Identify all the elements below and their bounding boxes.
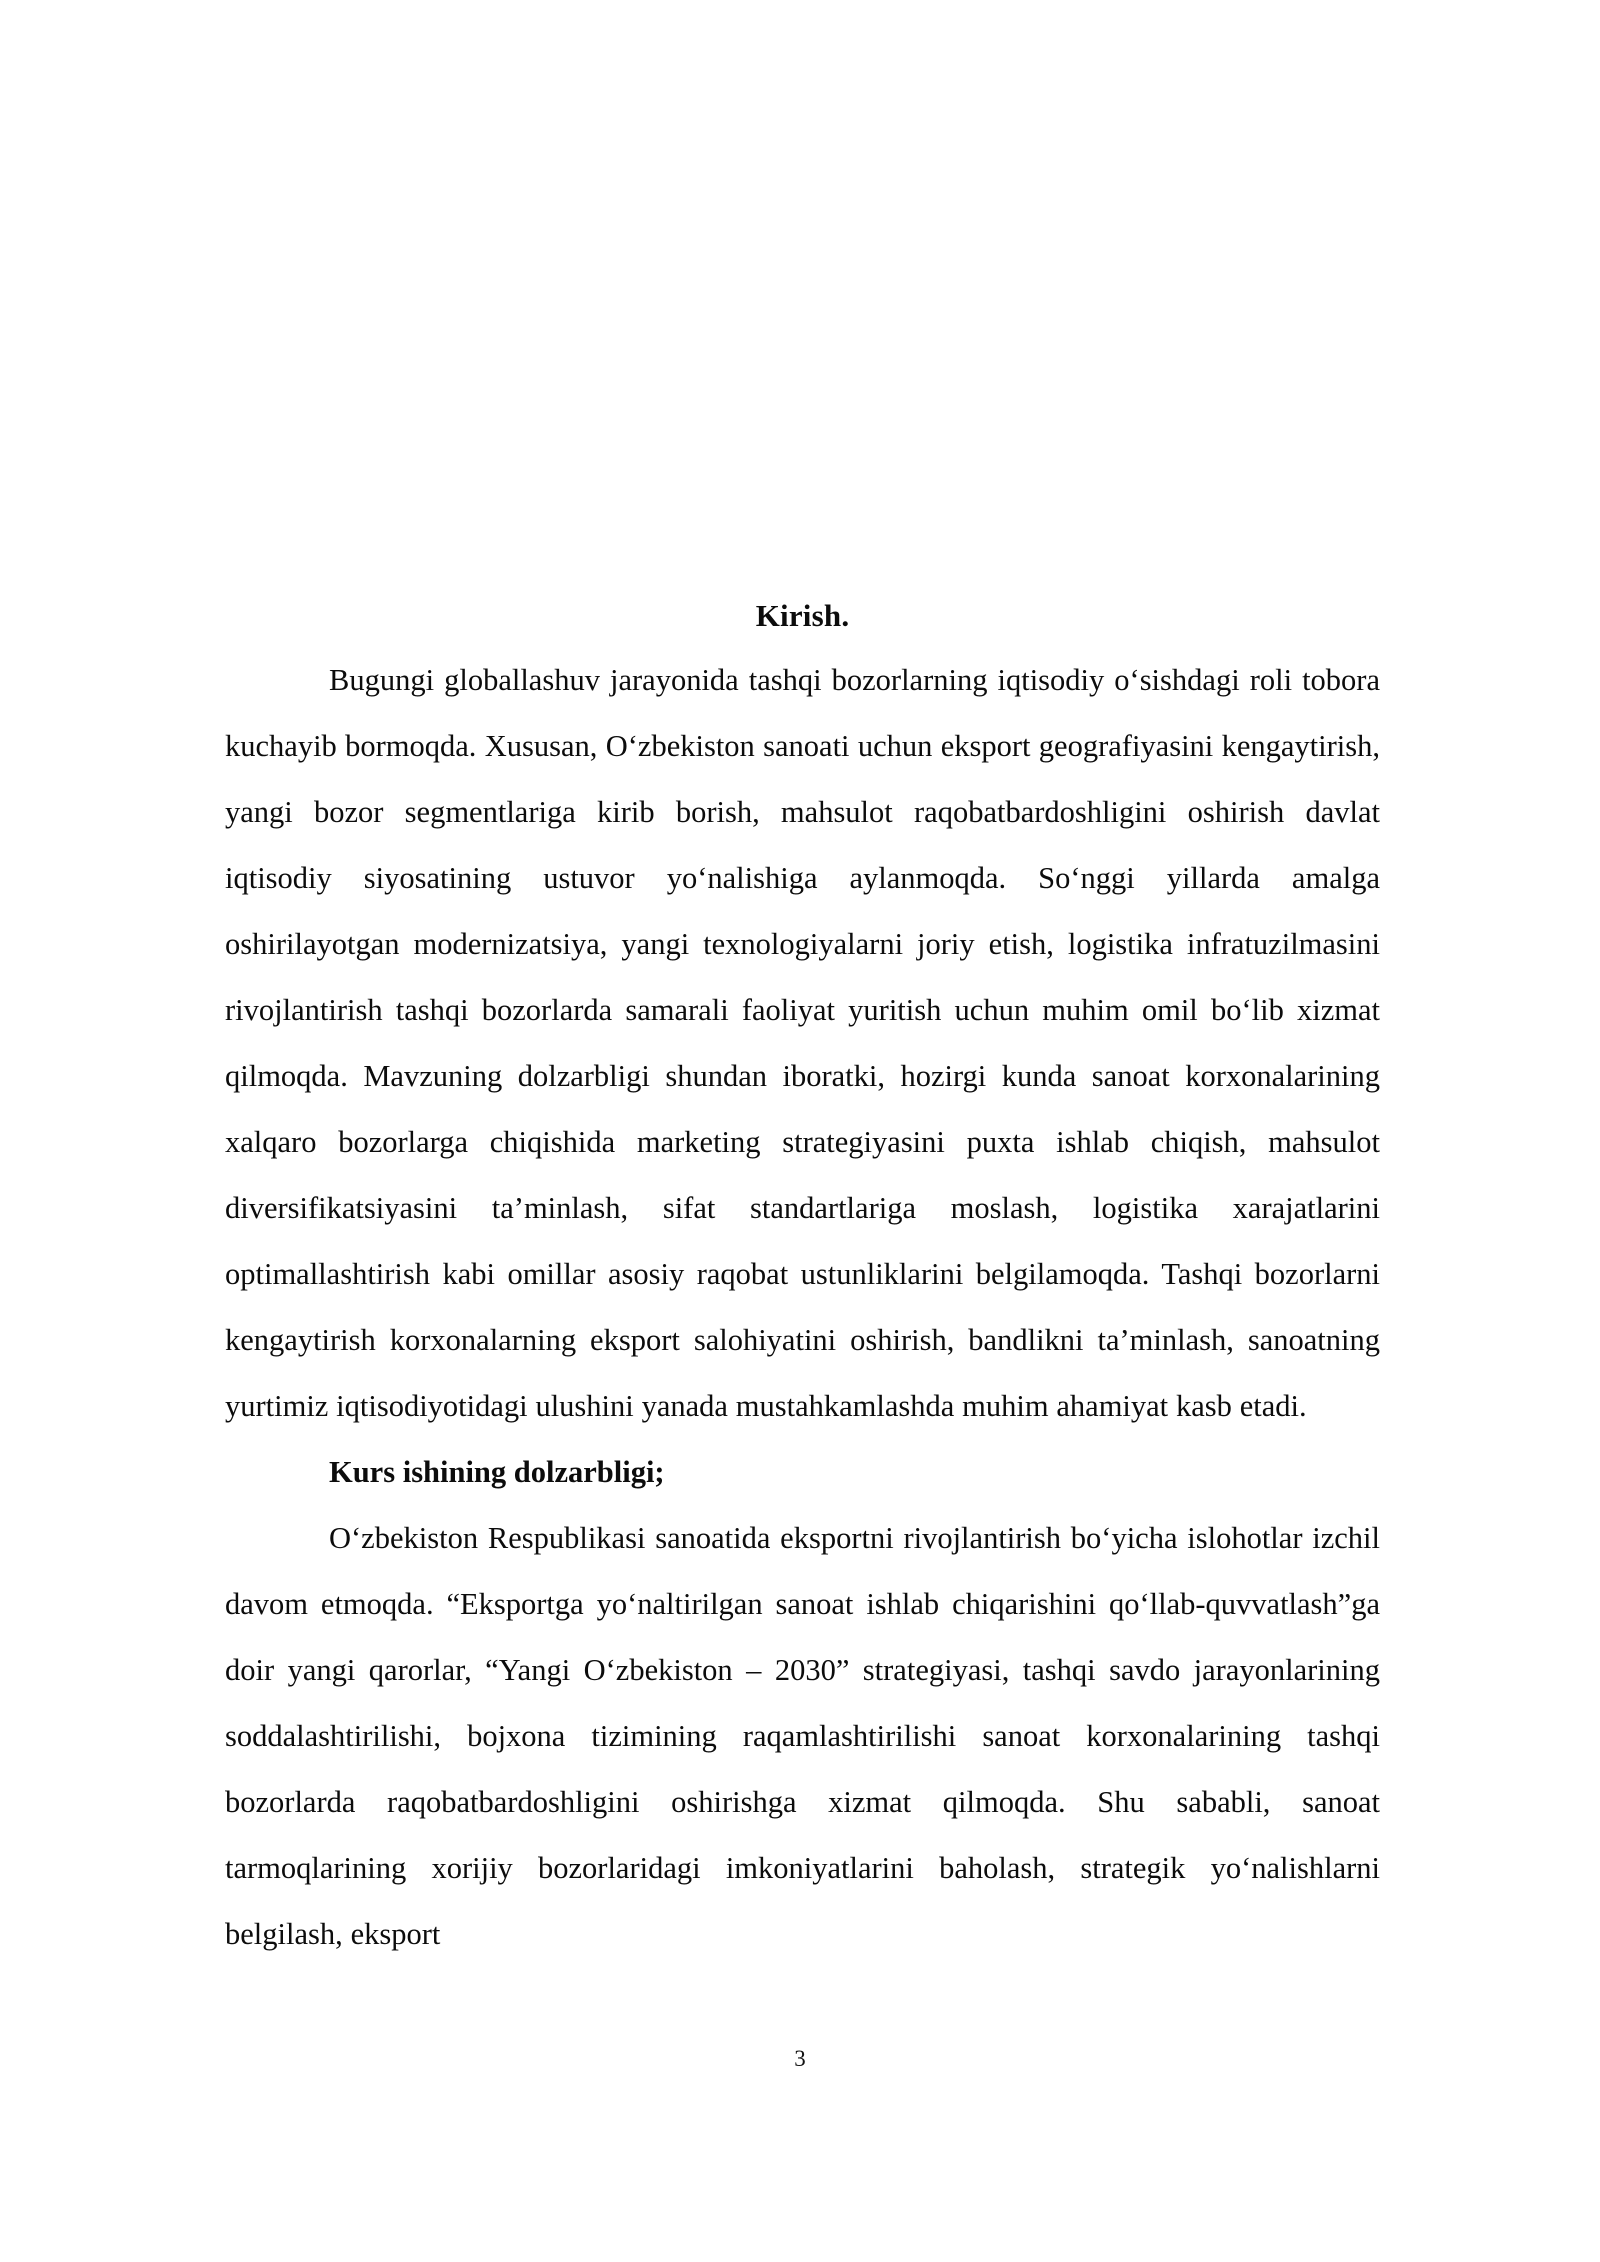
page-number: 3 xyxy=(794,2046,806,2071)
page-title: Kirish. xyxy=(755,598,850,633)
page-content xyxy=(225,600,1380,1967)
section-subheading-relevance: Kurs ishining dolzarbligi; xyxy=(329,1455,665,1489)
relevance-paragraph: O‘zbekiston Respublikasi sanoatida eksportni rivojlantirish bo‘yicha islohotlar izchil davom etmoqda. “Eksportga yo‘naltirilgan sanoat ishlab chiqarishini qo‘llab-quvvatlash”ga doir yangi qarorlar, “Yangi O‘zbekiston – 2030” strategiyasi, tashqi savdo jarayonlarining soddalashtirilishi, bojxona tizimining raqamlashtirilishi sanoat korxonalarining tashqi bozorlarda raqobatbardoshligini oshirishga xizmat qilmoqda. Shu sababli, sanoat tarmoqlarining xorijiy bozorlaridagi imkoniyatlarini baholash, strategik yo‘nalishlarni belgilash, eksport xyxy=(225,1521,1380,1951)
introduction-paragraph: Bugungi globallashuv jarayonida tashqi bozorlarning iqtisodiy o‘sishdagi roli tobora kuchayib bormoqda. Xususan, O‘zbekiston sanoati uchun eksport geografiyasini kengaytirish, yangi bozor segmentlariga kirib borish, mahsulot raqobatbardoshligini oshirish davlat iqtisodiy siyosatining ustuvor yo‘nalishiga aylanmoqda. So‘nggi yillarda amalga oshirilayotgan modernizatsiya, yangi texnologiyalarni joriy etish, logistika infratuzilmasini rivojlantirish tashqi bozorlarda samarali faoliyat yuritish uchun muhim omil bo‘lib xizmat qilmoqda. Mavzuning dolzarbligi shundan iboratki, hozirgi kunda sanoat korxonalarining xalqaro bozorlarga chiqishida marketing strategiyasini puxta ishlab chiqish, mahsulot diversifikatsiyasini ta’minlash, sifat standartlariga moslash, logistika xarajatlarini optimallashtirish kabi omillar asosiy raqobat ustunliklarini belgilamoqda. Tashqi bozorlarni kengaytirish korxonalarning eksport salohiyatini oshirish, bandlikni ta’minlash, sanoatning yurtimiz iqtisodiyotidagi ulushini yanada mustahkamlashda muhim ahamiyat kasb etadi. xyxy=(225,663,1380,1423)
